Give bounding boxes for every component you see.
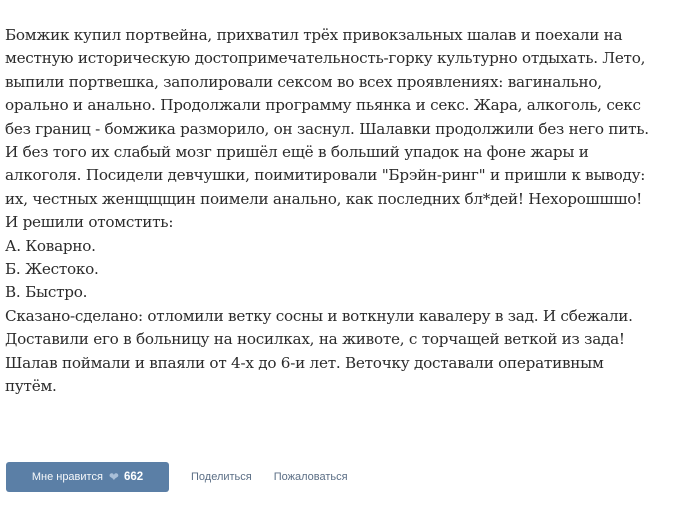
- post-text-line: выпили портвешка, заполировали сексом во всех проявлениях: вагинально,: [5, 72, 602, 91]
- post-text-line: Сказано-сделано: отломили ветку сосны и воткнули кавалеру в зад. И сбежали.: [5, 306, 633, 325]
- post-text-line: И решили отомстить:: [5, 213, 174, 232]
- like-button[interactable]: [6, 462, 169, 492]
- post-text: [5, 24, 695, 399]
- post-text-line: орально и анально. Продолжали программу пьянка и секс. Жара, алкоголь, секс: [5, 96, 641, 115]
- like-count: 662: [123, 471, 144, 483]
- post-text-line: алкоголя. Посидели девчушки, поимитировали "Брэйн-ринг" и пришли к выводу:: [5, 166, 646, 185]
- report-link[interactable]: Пожаловаться: [273, 471, 348, 483]
- share-link[interactable]: Поделиться: [191, 471, 252, 483]
- post-text-line: И без того их слабый мозг пришёл ещё в больший упадок на фоне жары и: [5, 143, 589, 162]
- post-text-line: Бомжик купил портвейна, прихватил трёх привокзальных шалав и поехали на: [5, 26, 623, 44]
- like-label: Мне нравится: [31, 471, 103, 483]
- post-text-line: Шалав поймали и впаяли от 4-х до 6-и лет. Веточку доставали оперативным: [5, 353, 604, 372]
- post-text-line: А. Коварно.: [5, 236, 96, 255]
- heart-icon: ❤: [108, 470, 119, 484]
- post-text-line: их, честных женщщщин поимели анально, как последних бл*дей! Нехорошшшо!: [5, 189, 642, 208]
- post-text-line: местную историческую достопримечательность-горку культурно отдыхать. Лето,: [5, 49, 646, 68]
- post-text-line: без границ - бомжика разморило, он заснул. Шалавки продолжили без него пить.: [5, 119, 649, 138]
- post-text-line: Доставили его в больницу на носилках, на животе, с торчащей веткой из зада!: [5, 330, 625, 349]
- post-actions: [6, 462, 348, 492]
- post-text-line: Б. Жестоко.: [5, 260, 99, 279]
- post-text-line: путём.: [5, 377, 57, 396]
- post-text-line: В. Быстро.: [5, 283, 88, 302]
